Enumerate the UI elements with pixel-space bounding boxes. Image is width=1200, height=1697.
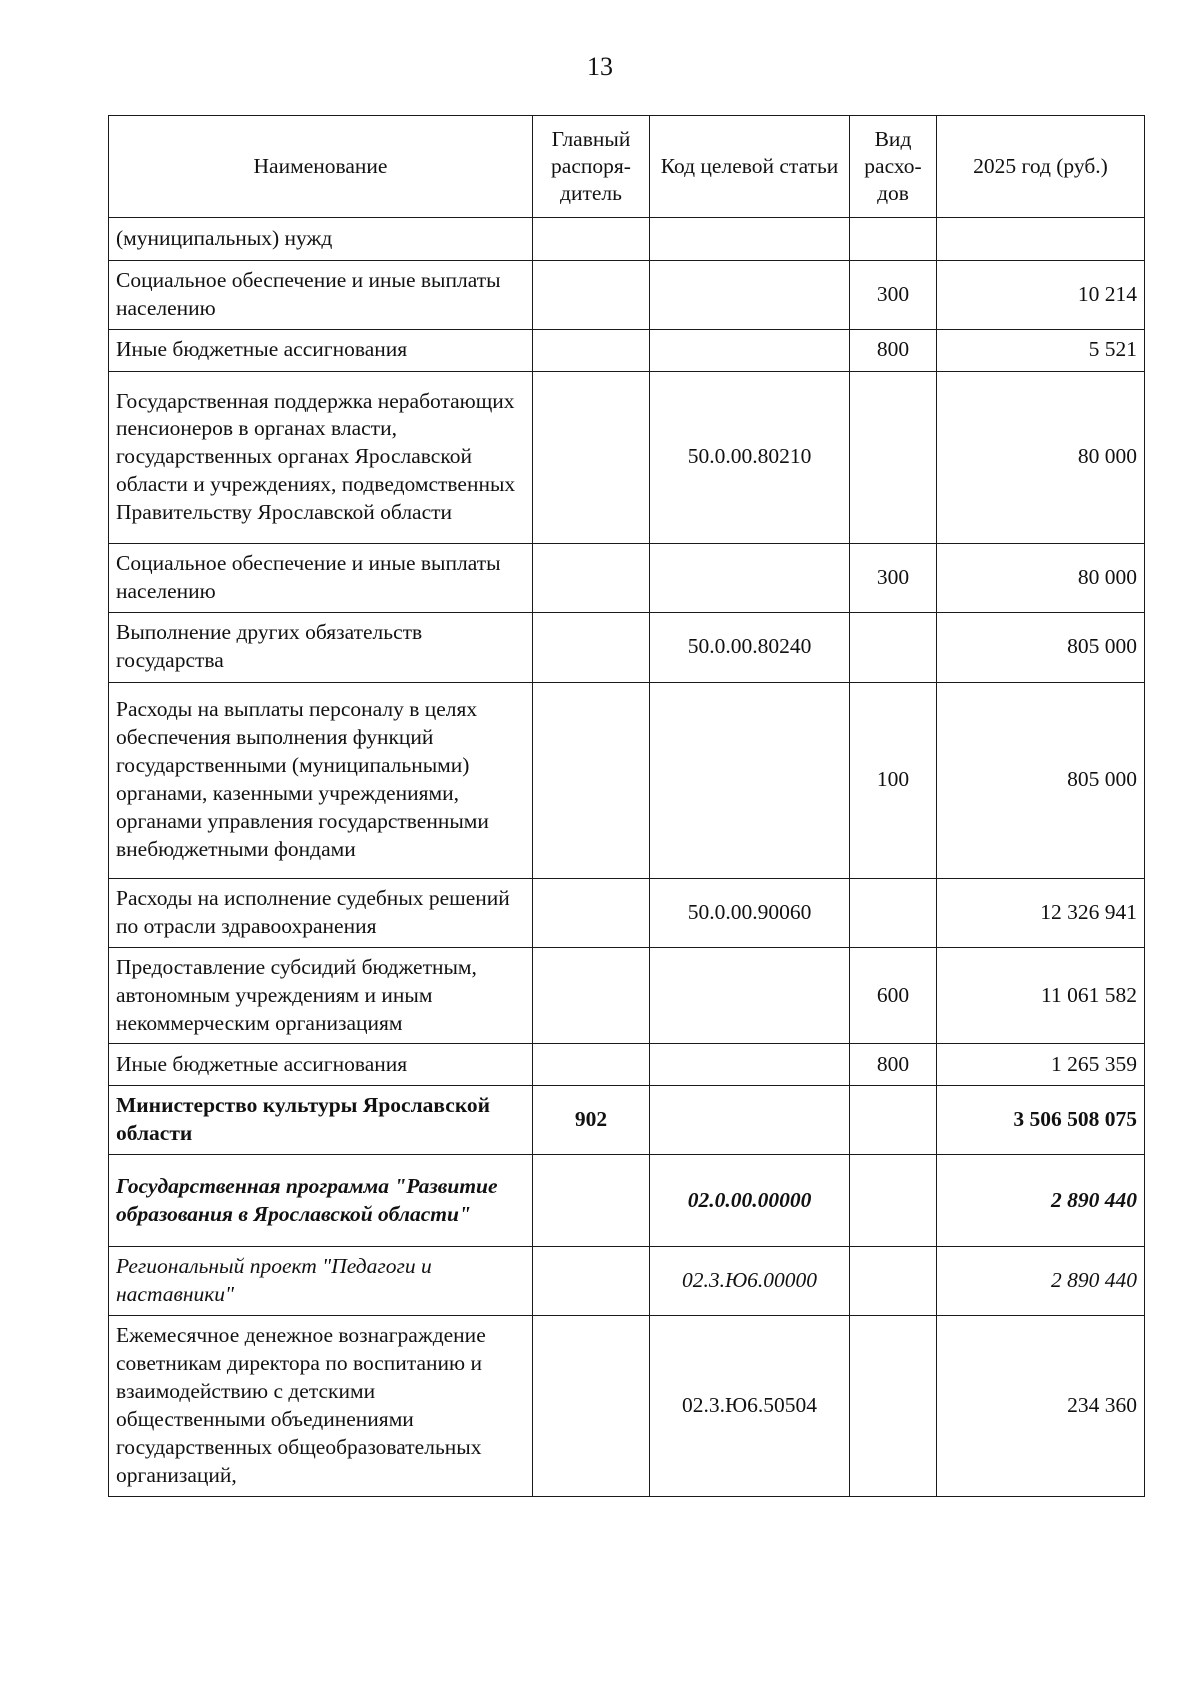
cell-expense-type: [850, 1155, 937, 1247]
table-row: [109, 1155, 1145, 1247]
cell-amount: 805 000: [937, 612, 1145, 682]
cell-target-code: 02.3.Ю6.00000: [650, 1247, 850, 1316]
cell-target-code: [650, 1086, 850, 1155]
cell-target-code: [650, 329, 850, 371]
cell-name: Государственная программа "Развитие образования в Ярославской области": [109, 1155, 533, 1247]
table-row: [109, 612, 1145, 682]
cell-target-code: 50.0.00.80240: [650, 612, 850, 682]
cell-name: Государственная поддержка неработающих пенсионеров в органах власти, государственных органах Ярославской области и учреждениях, подведомственных Правительству Ярославской области: [109, 371, 533, 543]
table-row: [109, 218, 1145, 261]
cell-target-code: 02.0.00.00000: [650, 1155, 850, 1247]
cell-amount: 2 890 440: [937, 1155, 1145, 1247]
header-amount-2025: 2025 год (руб.): [937, 116, 1145, 218]
cell-name: Предоставление субсидий бюджетным, автономным учреждениям и иным некоммерческим организациям: [109, 947, 533, 1044]
cell-amount: 10 214: [937, 261, 1145, 330]
cell-target-code: [650, 543, 850, 612]
cell-main-manager: [533, 218, 650, 261]
cell-target-code: [650, 261, 850, 330]
cell-target-code: 50.0.00.80210: [650, 371, 850, 543]
cell-amount: 12 326 941: [937, 878, 1145, 947]
table-row: [109, 682, 1145, 878]
cell-main-manager: [533, 371, 650, 543]
header-target-code: Код целевой статьи: [650, 116, 850, 218]
cell-expense-type: 800: [850, 329, 937, 371]
cell-expense-type: [850, 218, 937, 261]
cell-target-code: [650, 1044, 850, 1086]
table-row: [109, 1086, 1145, 1155]
cell-name: Расходы на исполнение судебных решений по отрасли здравоохранения: [109, 878, 533, 947]
cell-name: Министерство культуры Ярославской области: [109, 1086, 533, 1155]
cell-target-code: [650, 218, 850, 261]
cell-amount: [937, 218, 1145, 261]
header-main-manager: Главный распоря-дитель: [533, 116, 650, 218]
cell-main-manager: [533, 1155, 650, 1247]
cell-expense-type: [850, 1247, 937, 1316]
cell-expense-type: [850, 612, 937, 682]
cell-amount: 2 890 440: [937, 1247, 1145, 1316]
table-row: [109, 878, 1145, 947]
cell-name: (муниципальных) нужд: [109, 218, 533, 261]
cell-amount: 80 000: [937, 543, 1145, 612]
cell-main-manager: [533, 682, 650, 878]
cell-amount: 11 061 582: [937, 947, 1145, 1044]
cell-main-manager: 902: [533, 1086, 650, 1155]
cell-amount: 80 000: [937, 371, 1145, 543]
cell-target-code: 50.0.00.90060: [650, 878, 850, 947]
table-body: [109, 218, 1145, 1497]
header-name: Наименование: [109, 116, 533, 218]
cell-expense-type: [850, 878, 937, 947]
cell-main-manager: [533, 1247, 650, 1316]
cell-name: Социальное обеспечение и иные выплаты населению: [109, 261, 533, 330]
budget-table: [108, 115, 1145, 1497]
cell-main-manager: [533, 1044, 650, 1086]
cell-expense-type: 800: [850, 1044, 937, 1086]
cell-main-manager: [533, 612, 650, 682]
cell-expense-type: [850, 371, 937, 543]
cell-main-manager: [533, 947, 650, 1044]
cell-expense-type: 300: [850, 543, 937, 612]
page-number: 13: [587, 52, 613, 81]
cell-amount: 3 506 508 075: [937, 1086, 1145, 1155]
cell-expense-type: [850, 1316, 937, 1497]
table-row: [109, 947, 1145, 1044]
table-row: [109, 543, 1145, 612]
cell-amount: 5 521: [937, 329, 1145, 371]
cell-expense-type: 300: [850, 261, 937, 330]
cell-target-code: [650, 947, 850, 1044]
cell-name: Иные бюджетные ассигнования: [109, 1044, 533, 1086]
cell-name: Социальное обеспечение и иные выплаты населению: [109, 543, 533, 612]
cell-name: Иные бюджетные ассигнования: [109, 329, 533, 371]
cell-amount: 805 000: [937, 682, 1145, 878]
cell-main-manager: [533, 329, 650, 371]
cell-expense-type: 100: [850, 682, 937, 878]
cell-name: Ежемесячное денежное вознаграждение советникам директора по воспитанию и взаимодействию с детскими общественными объединениями государственных общеобразовательных организаций,: [109, 1316, 533, 1497]
table-row: [109, 1044, 1145, 1086]
cell-name: Расходы на выплаты персоналу в целях обеспечения выполнения функций государственными (муниципальными) органами, казенными учреждениями, органами управления государственными внебюджетными фондами: [109, 682, 533, 878]
header-expense-type: Вид расхо-дов: [850, 116, 937, 218]
cell-name: Региональный проект "Педагоги и наставники": [109, 1247, 533, 1316]
table-row: [109, 329, 1145, 371]
table-header-row: [109, 116, 1145, 218]
table-row: [109, 1316, 1145, 1497]
table-row: [109, 371, 1145, 543]
cell-amount: 1 265 359: [937, 1044, 1145, 1086]
table-row: [109, 1247, 1145, 1316]
cell-expense-type: [850, 1086, 937, 1155]
cell-target-code: 02.3.Ю6.50504: [650, 1316, 850, 1497]
table-row: [109, 261, 1145, 330]
cell-amount: 234 360: [937, 1316, 1145, 1497]
cell-main-manager: [533, 261, 650, 330]
cell-name: Выполнение других обязательств государства: [109, 612, 533, 682]
cell-main-manager: [533, 878, 650, 947]
cell-main-manager: [533, 1316, 650, 1497]
cell-expense-type: 600: [850, 947, 937, 1044]
cell-main-manager: [533, 543, 650, 612]
cell-target-code: [650, 682, 850, 878]
